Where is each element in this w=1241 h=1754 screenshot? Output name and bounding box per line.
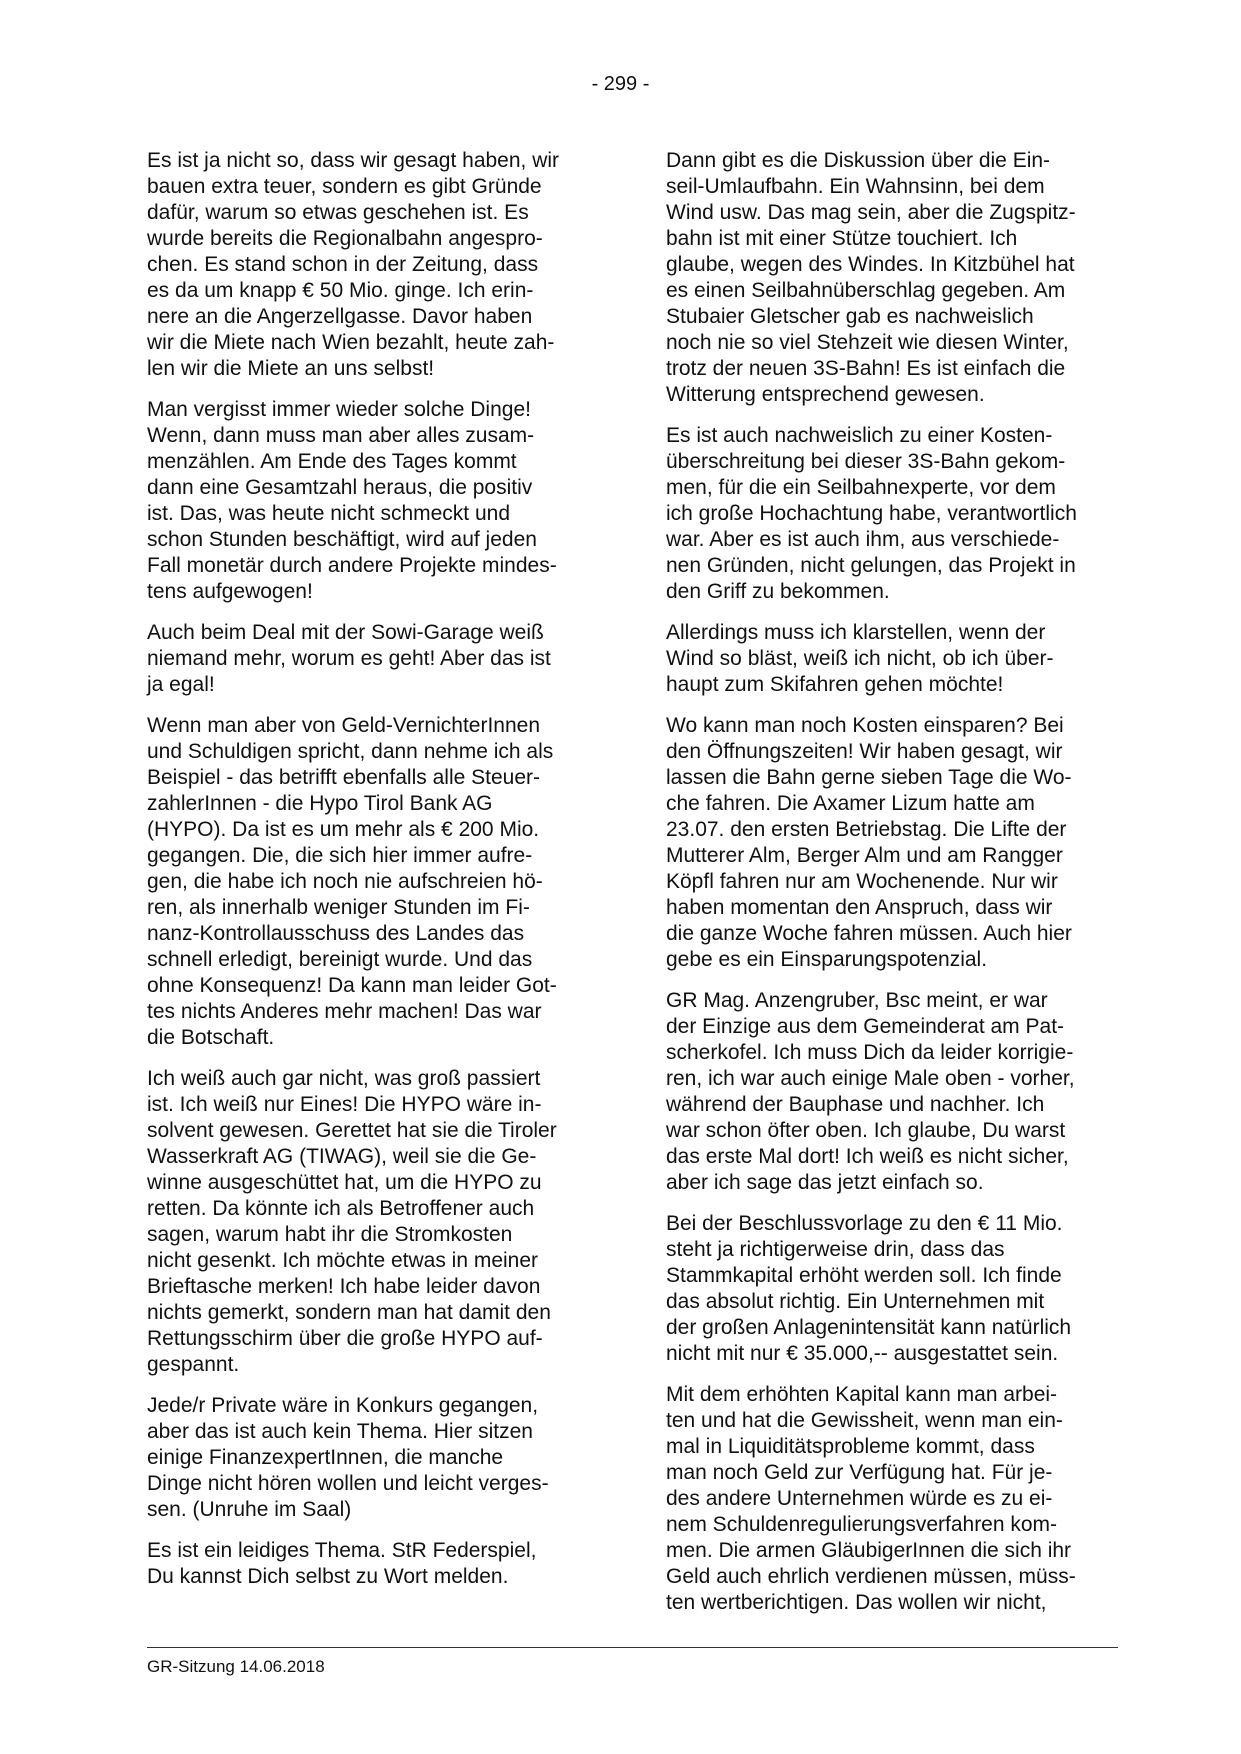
left-column — [147, 148, 607, 1605]
paragraph: Wo kann man noch Kosten einsparen? Bei den Öffnungszeiten! Wir haben gesagt, wir lassen die Bahn gerne sieben Tage die Wo- che fahren. Die Axamer Lizum hatte am 23.07. den ersten Betriebstag. Die Lifte der Mutterer Alm, Berger Alm und am Rangger Köpfl fahren nur am Wochenende. Nur wir haben momentan den Anspruch, dass wir die ganze Woche fahren müssen. Auch hier gebe es ein Einsparungspotenzial. — [666, 714, 1072, 971]
right-column — [666, 148, 1126, 1631]
paragraph: Auch beim Deal mit der Sowi-Garage weiß niemand mehr, worum es geht! Aber das ist ja egal! — [147, 621, 551, 696]
paragraph: Bei der Beschlussvorlage zu den € 11 Mio. steht ja richtigerweise drin, dass das Stammkapital erhöht werden soll. Ich finde das absolut richtig. Ein Unternehmen mit der großen Anlagenintensität kann natürlich nicht mit nur € 35.000,-- ausgestattet sein. — [666, 1212, 1072, 1365]
footer-divider — [147, 1647, 1118, 1648]
paragraph: Dann gibt es die Diskussion über die Ein- seil-Umlaufbahn. Ein Wahnsinn, bei dem Wind usw. Das mag sein, aber die Zugspitz- bahn ist mit einer Stütze touchiert. Ich glaube, wegen des Windes. In Kitzbühel hat es einen Seilbahnüberschlag gegeben. Am Stubaier Gletscher gab es nachweislich noch nie so viel Stehzeit wie diesen Winter, trotz der neuen 3S-Bahn! Es ist einfach die Witterung entsprechend gewesen. — [666, 149, 1076, 406]
paragraph: Es ist ja nicht so, dass wir gesagt haben, wir bauen extra teuer, sondern es gibt Gründe dafür, warum so etwas geschehen ist. Es wurde bereits die Regionalbahn angespro- chen. Es stand schon in der Zeitung, dass es da um knapp € 50 Mio. ginge. Ich erin- nere an die Angerzellgasse. Davor haben wir die Miete nach Wien bezahlt, heute zah- len wir die Miete an uns selbst! — [147, 149, 560, 380]
paragraph: Jede/r Private wäre in Konkurs gegangen, aber das ist auch kein Thema. Hier sitzen einige FinanzexpertInnen, die manche Dinge nicht hören wollen und leicht verges- sen. (Unruhe im Saal) — [147, 1394, 549, 1521]
paragraph: GR Mag. Anzengruber, Bsc meint, er war der Einzige aus dem Gemeinderat am Pat- scherkofel. Ich muss Dich da leider korrigie- ren, ich war auch einige Male oben - vorher, während der Bauphase und nachher. Ich war schon öfter oben. Ich glaube, Du warst das erste Mal dort! Ich weiß es nicht sicher, aber ich sage das jetzt einfach so. — [666, 989, 1075, 1194]
paragraph: Ich weiß auch gar nicht, was groß passiert ist. Ich weiß nur Eines! Die HYPO wäre in- solvent gewesen. Gerettet hat sie die Tiroler Wasserkraft AG (TIWAG), weil sie die Ge- winne ausgeschüttet hat, um die HYPO zu retten. Da könnte ich als Betroffener auch sagen, warum habt ihr die Stromkosten nicht gesenkt. Ich möchte etwas in meiner Brieftasche merken! Ich habe leider davon nichts gemerkt, sondern man hat damit den Rettungsschirm über die große HYPO auf- gespannt. — [147, 1067, 557, 1376]
paragraph: Es ist auch nachweislich zu einer Kosten- überschreitung bei dieser 3S-Bahn gekom- men, für die ein Seilbahnexperte, vor dem ich große Hochachtung habe, verantwortlich war. Aber es ist auch ihm, aus verschiede- nen Gründen, nicht gelungen, das Projekt in den Griff zu bekommen. — [666, 424, 1077, 603]
paragraph: Man vergisst immer wieder solche Dinge! Wenn, dann muss man aber alles zusam- menzählen. Am Ende des Tages kommt dann eine Gesamtzahl heraus, die positiv ist. Das, was heute nicht schmeckt und schon Stunden beschäftigt, wird auf jeden Fall monetär durch andere Projekte mindes- tens aufgewogen! — [147, 398, 557, 603]
paragraph: Allerdings muss ich klarstellen, wenn der Wind so bläst, weiß ich nicht, ob ich über- haupt zum Skifahren gehen möchte! — [666, 621, 1054, 696]
paragraph: Wenn man aber von Geld-VernichterInnen und Schuldigen spricht, dann nehme ich als Beispiel - das betrifft ebenfalls alle Steuer- zahlerInnen - die Hypo Tirol Bank AG (HYPO). Da ist es um mehr als € 200 Mio. gegangen. Die, die sich hier immer aufre- gen, die habe ich noch nie aufschreien hö- ren, als innerhalb weniger Stunden im Fi- nanz-Kontrollausschuss des Landes das schnell erledigt, bereinigt wurde. Und das ohne Konsequenz! Da kann man leider Got- tes nichts Anderes mehr machen! Das war die Botschaft. — [147, 714, 557, 1049]
paragraph: Es ist ein leidiges Thema. StR Federspiel, Du kannst Dich selbst zu Wort melden. — [147, 1539, 537, 1588]
paragraph: Mit dem erhöhten Kapital kann man arbei- ten und hat die Gewissheit, wenn man ein- mal in Liquiditätsprobleme kommt, dass man noch Geld zur Verfügung hat. Für je- des andere Unternehmen würde es zu ei- nem Schuldenregulierungsverfahren kom- men. Die armen GläubigerInnen die sich ihr Geld auch ehrlich verdienen müssen, müss- ten wertberichtigen. Das wollen wir nicht, — [666, 1383, 1076, 1614]
page-number: - 299 - — [591, 73, 650, 95]
footer-session-date: GR-Sitzung 14.06.2018 — [147, 1657, 325, 1676]
